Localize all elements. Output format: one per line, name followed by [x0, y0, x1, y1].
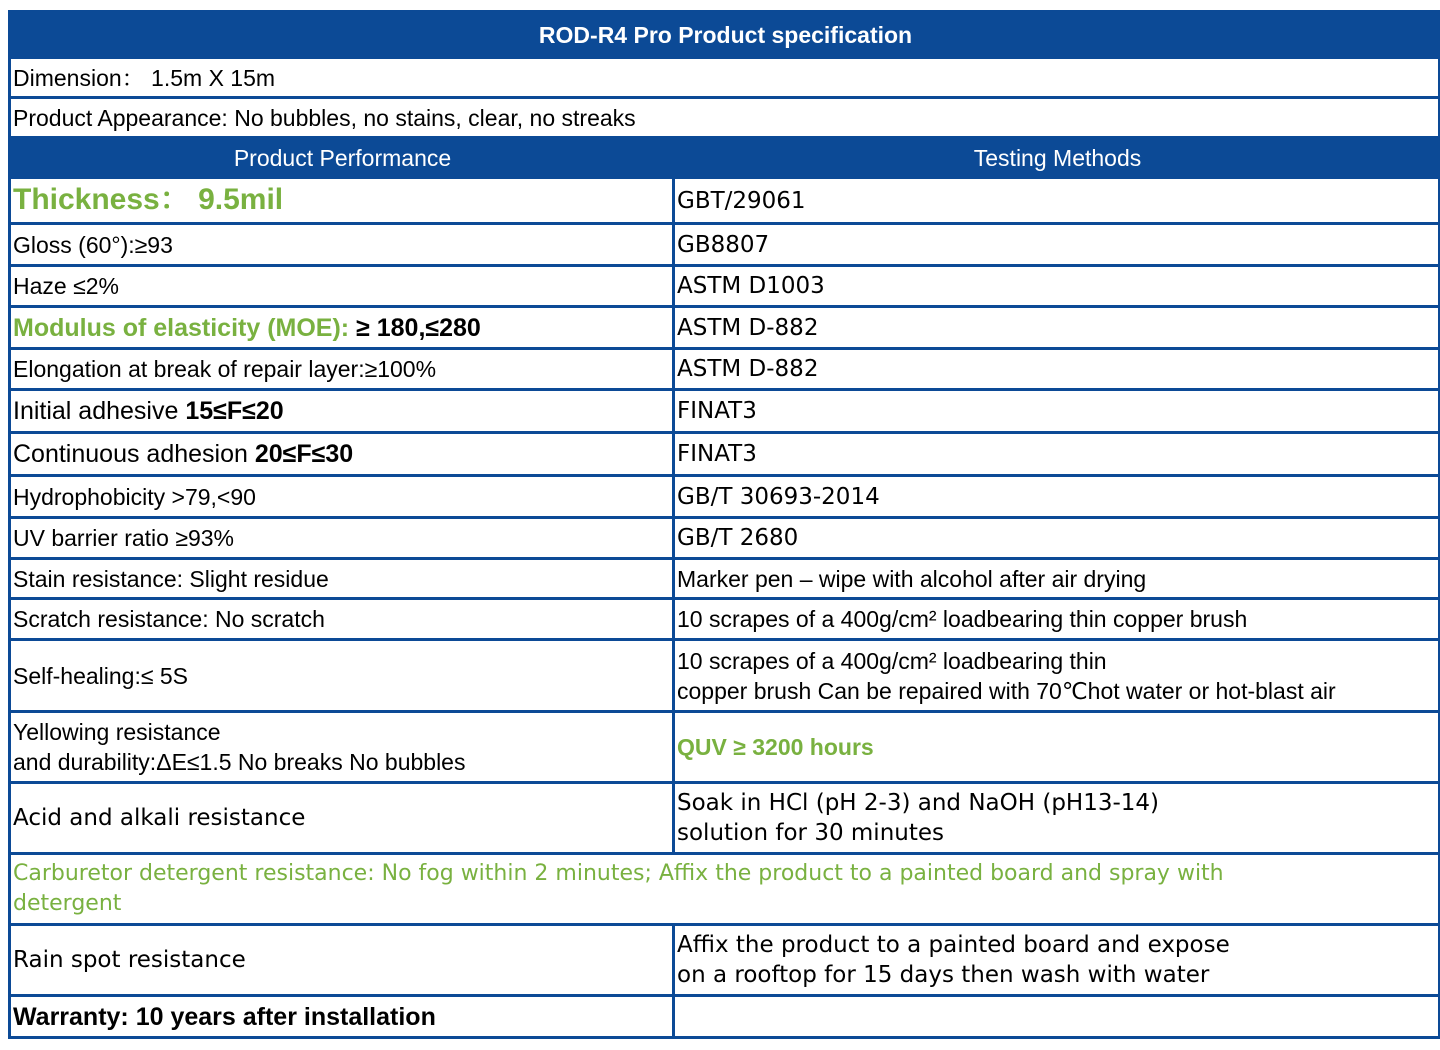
elongation-cell: Elongation at break of repair layer:≥100% — [10, 349, 674, 390]
table-row — [10, 854, 1440, 925]
table-row — [10, 925, 1440, 996]
uv-barrier-cell: UV barrier ratio ≥93% — [10, 518, 674, 559]
table-row — [10, 224, 1440, 266]
scratch-cell: Scratch resistance: No scratch — [10, 599, 674, 640]
carburetor-line2: detergent — [13, 891, 122, 916]
continuous-adhesion-label: Continuous adhesion — [13, 440, 255, 468]
hydrophobicity-cell: Hydrophobicity >79,<90 — [10, 476, 674, 518]
yellowing-label-line1: Yellowing resistance — [13, 719, 221, 745]
table-row — [10, 599, 1440, 640]
moe-value: ≥ 180,≤280 — [349, 313, 481, 342]
continuous-adhesion-method: FINAT3 — [674, 433, 1440, 476]
rain-spot-method-cell — [674, 925, 1440, 996]
yellowing-method-cell — [674, 712, 1440, 783]
moe-method: ASTM D-882 — [674, 307, 1440, 349]
thickness-label: Thickness： 9.5mil — [13, 183, 284, 216]
yellowing-method: QUV ≥ 3200 hours — [677, 734, 874, 760]
stain-method: Marker pen – wipe with alcohol after air drying — [674, 559, 1440, 599]
hydrophobicity-method: GB/T 30693-2014 — [674, 476, 1440, 518]
warranty-cell: Warranty: 10 years after installation — [10, 996, 674, 1038]
self-healing-method-line2: copper brush Can be repaired with 70℃hot water or hot-blast air — [677, 677, 1336, 704]
scratch-method: 10 scrapes of a 400g/cm² loadbearing thin copper brush — [674, 599, 1440, 640]
table-row — [10, 712, 1440, 783]
yellowing-cell — [10, 712, 674, 783]
haze-method: ASTM D1003 — [674, 266, 1440, 307]
acid-alkali-cell: Acid and alkali resistance — [10, 783, 674, 854]
acid-alkali-method-line2: solution for 30 minutes — [677, 820, 945, 846]
carburetor-line1: Carburetor detergent resistance: No fog within 2 minutes; Affix the product to a painted board and spray with — [13, 861, 1224, 886]
table-row — [10, 640, 1440, 712]
gloss-cell: Gloss (60°):≥93 — [10, 224, 674, 266]
haze-cell: Haze ≤2% — [10, 266, 674, 307]
thickness-method: GBT/29061 — [674, 178, 1440, 224]
acid-alkali-method-line1: Soak in HCl (pH 2-3) and NaOH (pH13-14) — [677, 790, 1160, 816]
dimension-row — [10, 58, 1440, 98]
table-row — [10, 307, 1440, 349]
table-row — [10, 518, 1440, 559]
initial-adhesive-method: FINAT3 — [674, 390, 1440, 433]
table-row — [10, 349, 1440, 390]
title-row — [10, 12, 1440, 58]
column-header-row — [10, 138, 1440, 178]
specification-table — [8, 10, 1440, 1039]
continuous-adhesion-cell — [10, 433, 674, 476]
table-row — [10, 266, 1440, 307]
uv-barrier-method: GB/T 2680 — [674, 518, 1440, 559]
acid-alkali-method-cell — [674, 783, 1440, 854]
table-title: ROD-R4 Pro Product specification — [10, 12, 1440, 58]
warranty-method — [674, 996, 1440, 1038]
stain-cell: Stain resistance: Slight residue — [10, 559, 674, 599]
dimension-cell: Dimension： 1.5m X 15m — [10, 58, 1440, 98]
self-healing-method-cell — [674, 640, 1440, 712]
continuous-adhesion-value: 20≤F≤30 — [254, 440, 354, 468]
yellowing-label-line2: and durability:ΔE≤1.5 No breaks No bubbles — [13, 749, 466, 775]
self-healing-cell: Self-healing:≤ 5S — [10, 640, 674, 712]
thickness-cell — [10, 178, 674, 224]
moe-cell — [10, 307, 674, 349]
initial-adhesive-cell — [10, 390, 674, 433]
rain-spot-method-line2: on a rooftop for 15 days then wash with water — [677, 962, 1210, 988]
initial-adhesive-label: Initial adhesive — [13, 397, 186, 425]
table-row — [10, 559, 1440, 599]
rain-spot-method-line1: Affix the product to a painted board and expose — [677, 932, 1230, 958]
initial-adhesive-value: 15≤F≤20 — [185, 397, 284, 425]
appearance-row — [10, 98, 1440, 138]
elongation-method: ASTM D-882 — [674, 349, 1440, 390]
table-row — [10, 390, 1440, 433]
moe-label: Modulus of elasticity (MOE): — [13, 313, 350, 342]
methods-header: Testing Methods — [674, 138, 1440, 178]
table-row — [10, 996, 1440, 1038]
table-row — [10, 476, 1440, 518]
table-row — [10, 433, 1440, 476]
appearance-cell: Product Appearance: No bubbles, no stains, clear, no streaks — [10, 98, 1440, 138]
rain-spot-cell: Rain spot resistance — [10, 925, 674, 996]
gloss-method: GB8807 — [674, 224, 1440, 266]
table-row — [10, 178, 1440, 224]
carburetor-cell — [10, 854, 1440, 925]
performance-header: Product Performance — [10, 138, 674, 178]
self-healing-method-line1: 10 scrapes of a 400g/cm² loadbearing thin — [677, 647, 1107, 674]
table-row — [10, 783, 1440, 854]
